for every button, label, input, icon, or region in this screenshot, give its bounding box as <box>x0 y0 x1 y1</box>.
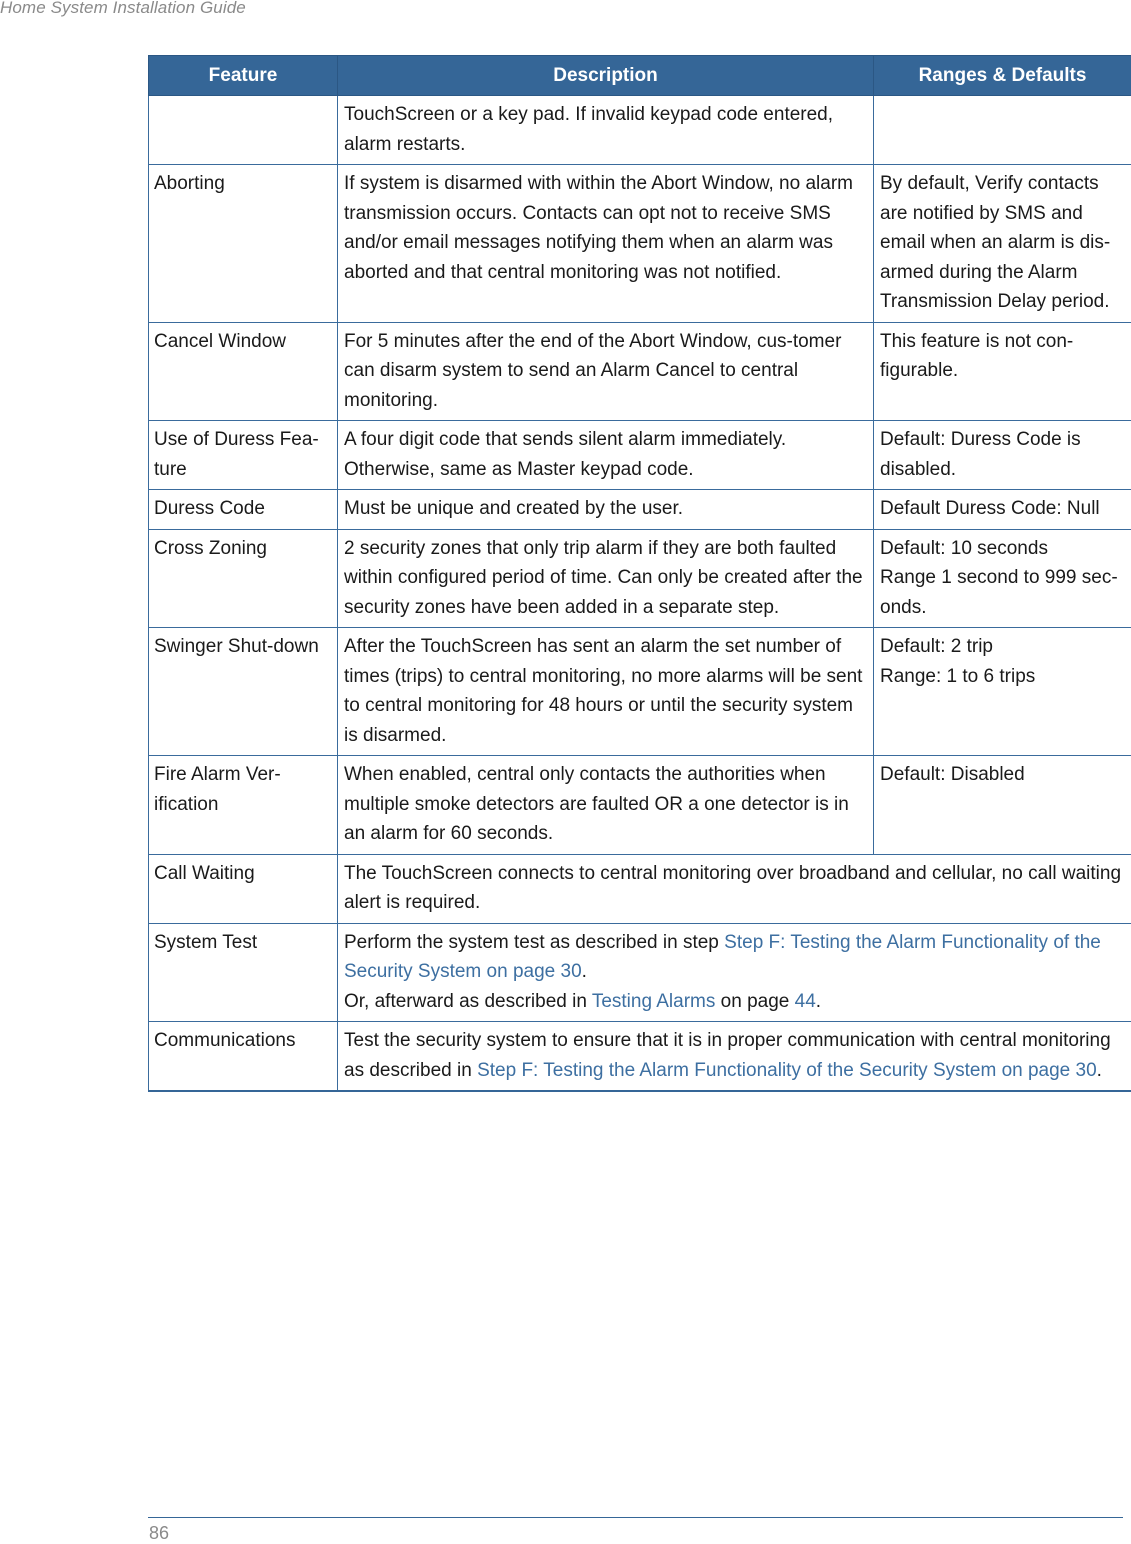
column-header-description: Description <box>338 56 874 96</box>
step-f-link[interactable]: Step F: Testing the Alarm Functionality of the Security System on page 30 <box>477 1060 1097 1081</box>
column-header-feature: Feature <box>149 56 338 96</box>
punctuation: . <box>816 991 821 1012</box>
table-row <box>149 1022 1131 1092</box>
ranges-cell: Default: Duress Code is disabled. <box>874 421 1131 490</box>
description-cell: Must be unique and created by the user. <box>338 490 874 530</box>
table-row <box>149 421 1131 490</box>
punctuation: . <box>1097 1060 1102 1081</box>
ranges-cell <box>874 96 1131 165</box>
page-number: 86 <box>149 1523 169 1544</box>
description-text: Test the security system to ensure that it is in proper communication with central monitoring as described in <box>344 1030 1111 1081</box>
ranges-cell: This feature is not con-figurable. <box>874 322 1131 421</box>
feature-cell: Fire Alarm Ver-ification <box>149 756 338 855</box>
page-44-link[interactable]: 44 <box>795 991 816 1012</box>
description-cell: A four digit code that sends silent alarm immediately. Otherwise, same as Master keypad code. <box>338 421 874 490</box>
feature-cell: System Test <box>149 923 338 1022</box>
ranges-line: Range: 1 to 6 trips <box>880 662 1127 692</box>
table-row <box>149 96 1131 165</box>
description-cell: When enabled, central only contacts the authorities when multiple smoke detectors are faulted OR a one detector is in an alarm for 60 seconds. <box>338 756 874 855</box>
feature-cell: Cancel Window <box>149 322 338 421</box>
description-text: Perform the system test as described in step <box>344 932 724 953</box>
testing-alarms-link[interactable]: Testing Alarms <box>592 991 716 1012</box>
table-row <box>149 628 1131 756</box>
feature-cell: Use of Duress Fea-ture <box>149 421 338 490</box>
table-header-row <box>149 56 1131 96</box>
running-header: Home System Installation Guide <box>0 0 246 18</box>
ranges-cell <box>874 529 1131 628</box>
description-cell: After the TouchScreen has sent an alarm the set number of times (trips) to central monitoring, no more alarms will be sent to central monitoring for 48 hours or until the security system is disarmed. <box>338 628 874 756</box>
feature-cell: Duress Code <box>149 490 338 530</box>
table-row <box>149 923 1131 1022</box>
ranges-cell: By default, Verify contacts are notified by SMS and email when an alarm is dis-armed during the Alarm Transmission Delay period. <box>874 165 1131 323</box>
ranges-cell: Default Duress Code: Null <box>874 490 1131 530</box>
table-row <box>149 165 1131 323</box>
table-row <box>149 756 1131 855</box>
footer-rule <box>148 1517 1123 1518</box>
ranges-line: Range 1 second to 999 sec-onds. <box>880 563 1127 622</box>
table-row <box>149 529 1131 628</box>
description-text: Or, afterward as described in <box>344 991 592 1012</box>
table-row <box>149 322 1131 421</box>
feature-cell <box>149 96 338 165</box>
feature-cell: Call Waiting <box>149 854 338 923</box>
feature-table <box>148 55 1131 1092</box>
description-cell: TouchScreen or a key pad. If invalid keypad code entered, alarm restarts. <box>338 96 874 165</box>
feature-cell: Communications <box>149 1022 338 1092</box>
table-row <box>149 490 1131 530</box>
table-row <box>149 854 1131 923</box>
description-cell: The TouchScreen connects to central monitoring over broadband and cellular, no call waiting alert is required. <box>338 854 1131 923</box>
ranges-cell <box>874 628 1131 756</box>
description-cell <box>338 1022 1131 1092</box>
punctuation: . <box>582 961 587 982</box>
feature-cell: Cross Zoning <box>149 529 338 628</box>
description-cell <box>338 923 1131 1022</box>
ranges-line: Default: 2 trip <box>880 632 1127 662</box>
description-cell: For 5 minutes after the end of the Abort Window, cus-tomer can disarm system to send an Alarm Cancel to central monitoring. <box>338 322 874 421</box>
description-cell: 2 security zones that only trip alarm if they are both faulted within configured period of time. Can only be created after the security zones have been added in a separate step. <box>338 529 874 628</box>
ranges-cell: Default: Disabled <box>874 756 1131 855</box>
description-text: on page <box>715 991 794 1012</box>
ranges-line: Default: 10 seconds <box>880 534 1127 564</box>
feature-cell: Aborting <box>149 165 338 323</box>
description-cell: If system is disarmed with within the Abort Window, no alarm transmission occurs. Contacts can opt not to receive SMS and/or email messages notifying them when an alarm was aborted and that central monitoring was not notified. <box>338 165 874 323</box>
step-f-link[interactable]: Step F: Testing the Alarm Functionality of the Security System on page 30 <box>344 932 1101 983</box>
column-header-ranges-defaults: Ranges & Defaults <box>874 56 1131 96</box>
feature-cell: Swinger Shut-down <box>149 628 338 756</box>
